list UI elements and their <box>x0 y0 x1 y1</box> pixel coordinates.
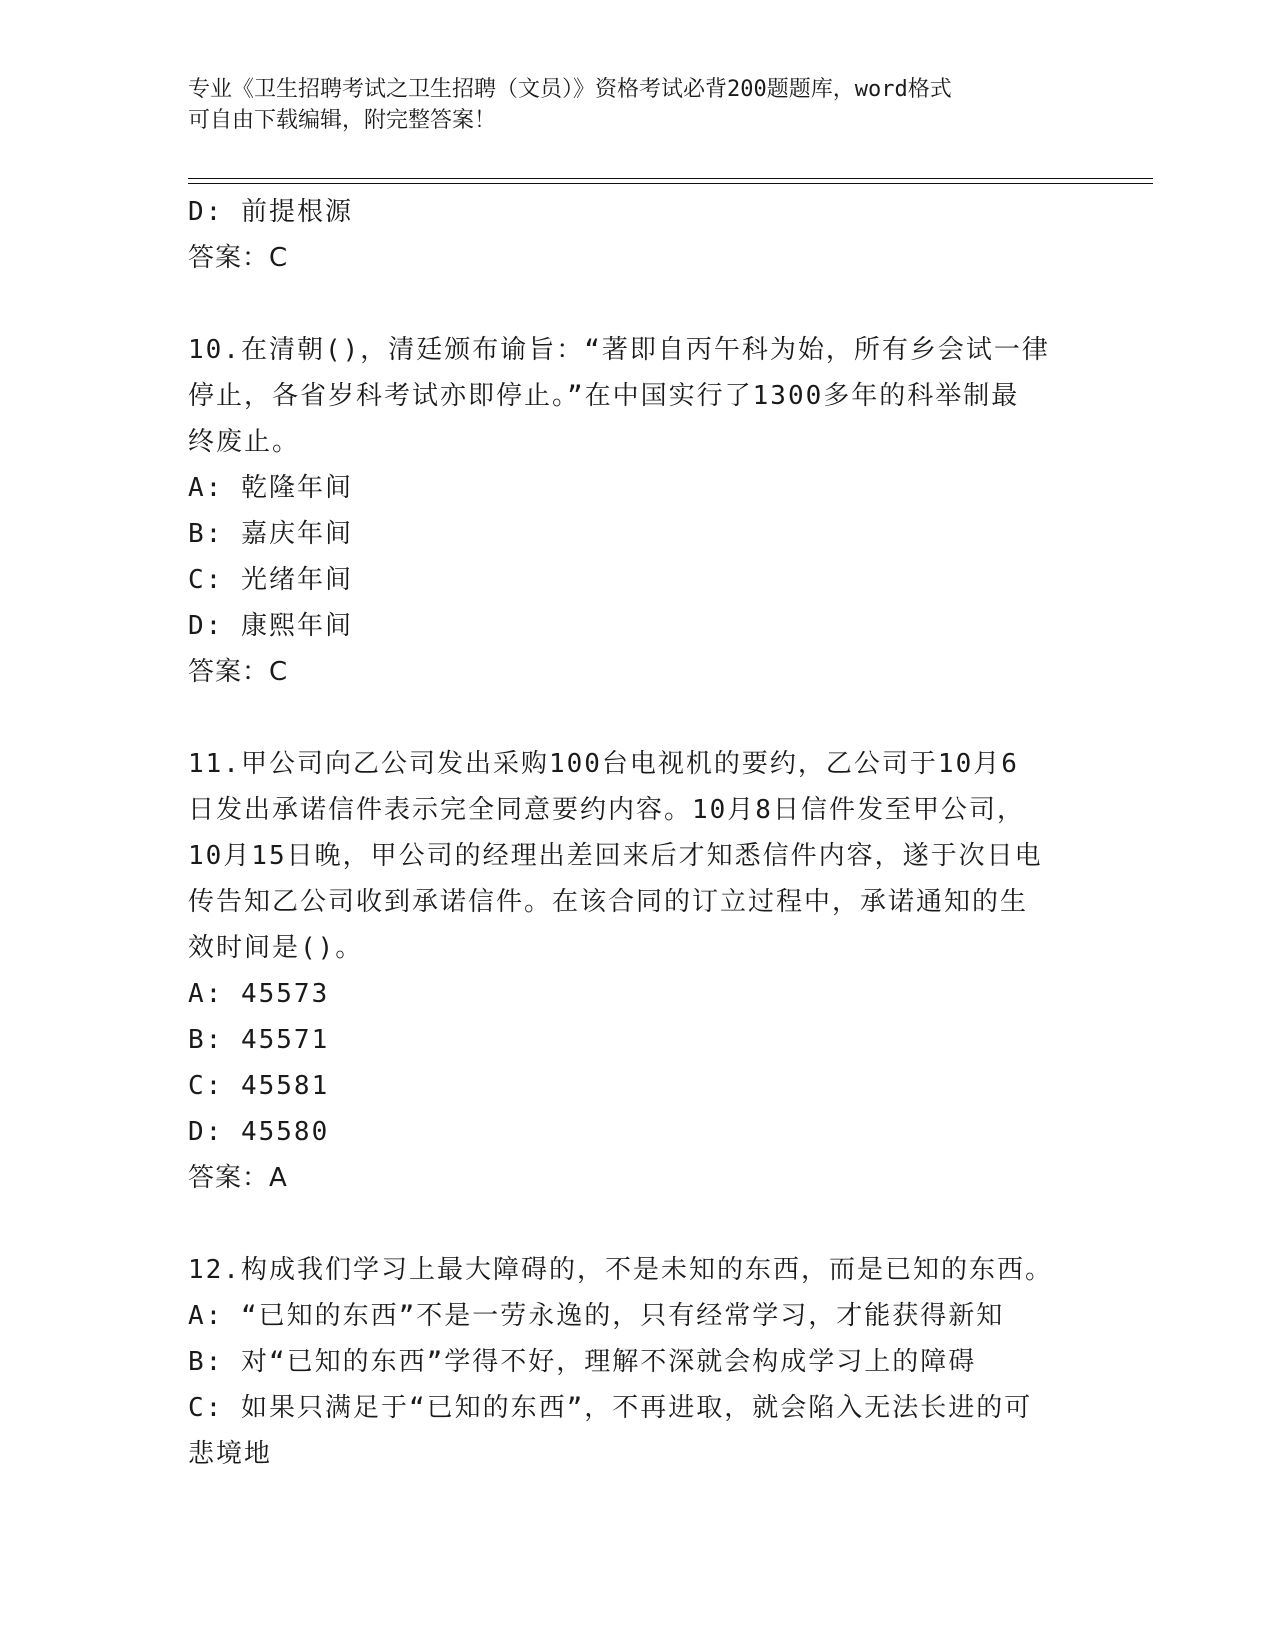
question-11 <box>188 741 1088 1201</box>
question-text-line: 10月15日晚，甲公司的经理出差回来后才知悉信件内容，遂于次日电 <box>188 841 1043 871</box>
option-b: B: 对“已知的东西”学得不好，理解不深就会构成学习上的障碍 <box>188 1347 977 1377</box>
question-text-line: 10.在清朝()，清廷颁布谕旨：“著即自丙午科为始，所有乡会试一律 <box>188 335 1050 365</box>
spacer <box>188 695 1088 741</box>
answer-line: 答案：C <box>188 657 289 687</box>
option-b: B: 45571 <box>188 1025 330 1055</box>
option-d: D: 45580 <box>188 1117 330 1147</box>
spacer <box>188 1201 1088 1247</box>
question-10 <box>188 327 1088 695</box>
question-text-line: 停止，各省岁科考试亦即停止。”在中国实行了1300多年的科举制最 <box>188 381 1020 411</box>
answer-line: 答案：C <box>188 243 289 273</box>
spacer <box>188 281 1088 327</box>
option-a: A: “已知的东西”不是一劳永逸的，只有经常学习，才能获得新知 <box>188 1301 1005 1331</box>
previous-question-tail <box>188 189 1088 281</box>
option-a: A: 45573 <box>188 979 330 1009</box>
option-c: C: 光绪年间 <box>188 565 353 595</box>
header-divider-top <box>188 178 1153 179</box>
option-d: D: 前提根源 <box>188 197 353 227</box>
header-line-2: 可自由下载编辑，附完整答案！ <box>188 108 497 133</box>
header-line-1: 专业《卫生招聘考试之卫生招聘（文员）》资格考试必背200题题库，word格式 <box>188 77 952 102</box>
question-text-line: 传告知乙公司收到承诺信件。在该合同的订立过程中，承诺通知的生 <box>188 887 1029 917</box>
header-divider-bottom <box>188 183 1153 184</box>
question-12 <box>188 1247 1088 1477</box>
question-text-line: 11.甲公司向乙公司发出采购100台电视机的要约，乙公司于10月6 <box>188 749 1019 779</box>
option-b: B: 嘉庆年间 <box>188 519 353 549</box>
question-text-line: 终废止。 <box>188 427 301 457</box>
document-header <box>188 74 1068 136</box>
option-c-continued: 悲境地 <box>188 1439 273 1469</box>
option-a: A: 乾隆年间 <box>188 473 353 503</box>
question-content <box>188 189 1088 1477</box>
answer-line: 答案：A <box>188 1163 288 1193</box>
option-c: C: 45581 <box>188 1071 330 1101</box>
option-c: C: 如果只满足于“已知的东西”，不再进取，就会陷入无法长进的可 <box>188 1393 1033 1423</box>
question-text-line: 日发出承诺信件表示完全同意要约内容。10月8日信件发至甲公司， <box>188 795 1025 825</box>
option-d: D: 康熙年间 <box>188 611 353 641</box>
question-text-line: 12.构成我们学习上最大障碍的，不是未知的东西，而是已知的东西。 <box>188 1255 1053 1285</box>
question-text-line: 效时间是()。 <box>188 933 364 963</box>
